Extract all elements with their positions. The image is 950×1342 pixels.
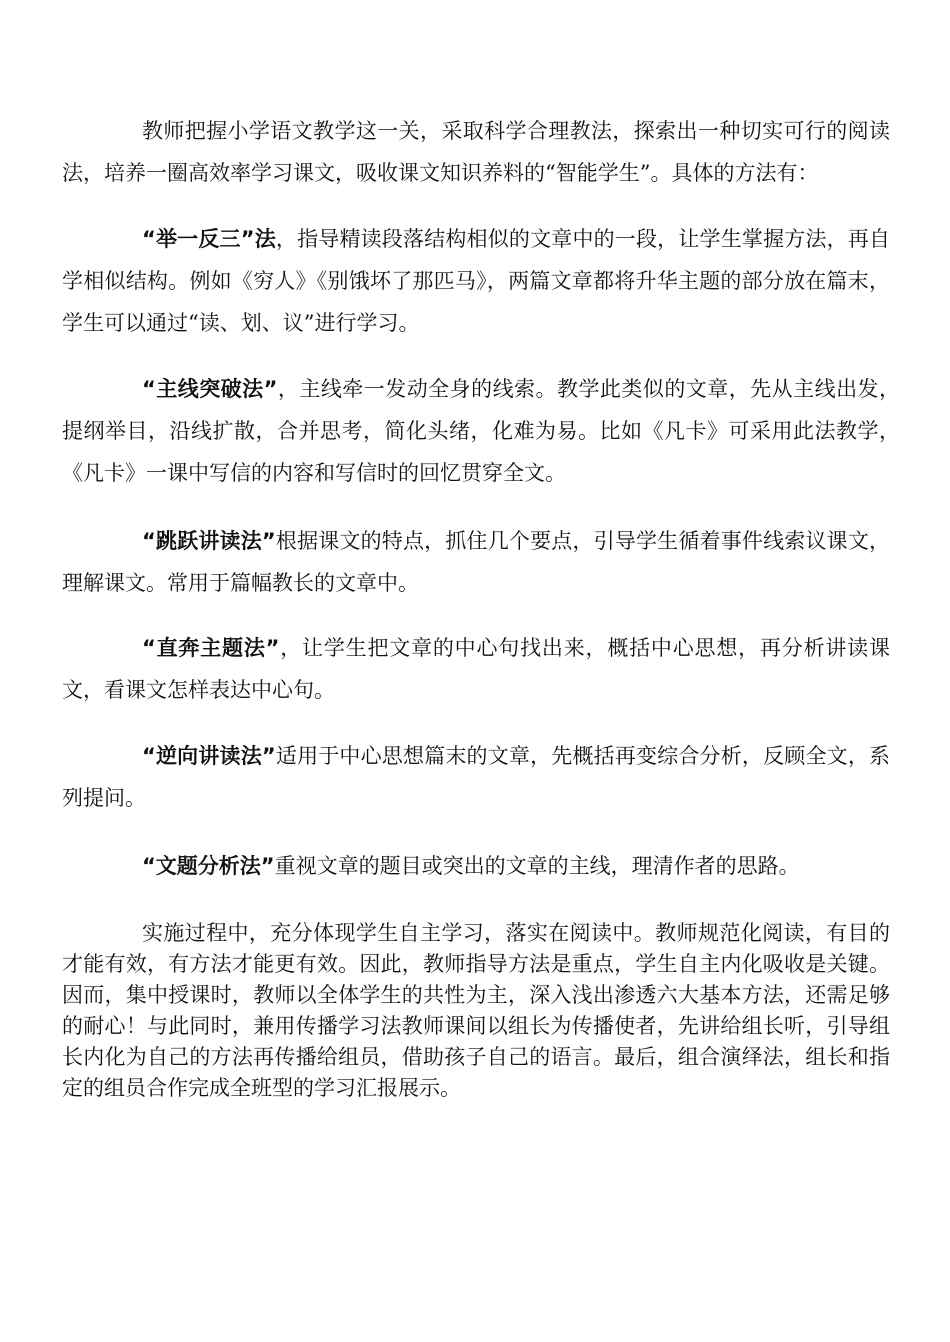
- method-text-4: ，让学生把文章的中心句找出来，概括中心思想，再分析讲读课文，看课文怎样表达中心句。: [62, 636, 890, 702]
- method-title-3: “跳跃讲读法”: [142, 529, 276, 553]
- method-text-6: 重视文章的题目或突出的文章的主线，理清作者的思路。: [274, 854, 800, 878]
- method-text-3: 根据课文的特点，抓住几个要点，引导学生循着事件线索议课文，理解课文。常用于篇幅教长的文章中。: [62, 529, 890, 595]
- method-paragraph-1: [62, 218, 890, 344]
- method-paragraph-5: [62, 735, 890, 819]
- method-paragraph-6: [62, 845, 890, 887]
- method-paragraph-4: [62, 627, 890, 711]
- method-paragraph-3: [62, 520, 890, 604]
- method-title-1: “举一反三”法: [142, 227, 276, 251]
- method-text-1: ，指导精读段落结构相似的文章中的一段，让学生掌握方法，再自学相似结构。例如《穷人》《别饿坏了那匹马》，两篇文章都将升华主题的部分放在篇末，学生可以通过“读、划、议”进行学习。: [62, 227, 891, 335]
- implementation-paragraph: 实施过程中，充分体现学生自主学习，落实在阅读中。教师规范化阅读，有目的才能有效，有方法才能更有效。因此，教师指导方法是重点，学生自主内化吸收是关键。因而，集中授课时，教师以全体学生的共性为主，深入浅出渗透六大基本方法，还需足够的耐心！与此同时，兼用传播学习法教师课间以组长为传播使者，先讲给组长听，引导组长内化为自己的方法再传播给组员，借助孩子自己的语言。最后，组合演绎法，组长和指定的组员合作完成全班型的学习汇报展示。: [62, 921, 890, 1100]
- method-title-2: “主线突破法”: [142, 377, 278, 401]
- method-title-4: “直奔主题法”: [142, 636, 280, 660]
- method-text-2: ，主线牵一发动全身的线索。教学此类似的文章，先从主线出发，提纲举目，沿线扩散，合并思考，简化头绪，化难为易。比如《凡卡》可采用此法教学，《凡卡》一课中写信的内容和写信时的回忆贯穿全文。: [62, 377, 901, 485]
- method-title-6: “文题分析法”: [142, 854, 275, 878]
- method-title-5: “逆向讲读法”: [142, 744, 276, 768]
- intro-paragraph: 教师把握小学语文教学这一关，采取科学合理教法，探索出一种切实可行的阅读法，培养一圈高效率学习课文，吸收课文知识养料的“智能学生”。具体的方法有：: [62, 119, 890, 185]
- method-paragraph-2: [62, 368, 900, 494]
- method-text-5: 适用于中心思想篇末的文章，先概括再变综合分析，反顾全文，系列提问。: [62, 744, 890, 810]
